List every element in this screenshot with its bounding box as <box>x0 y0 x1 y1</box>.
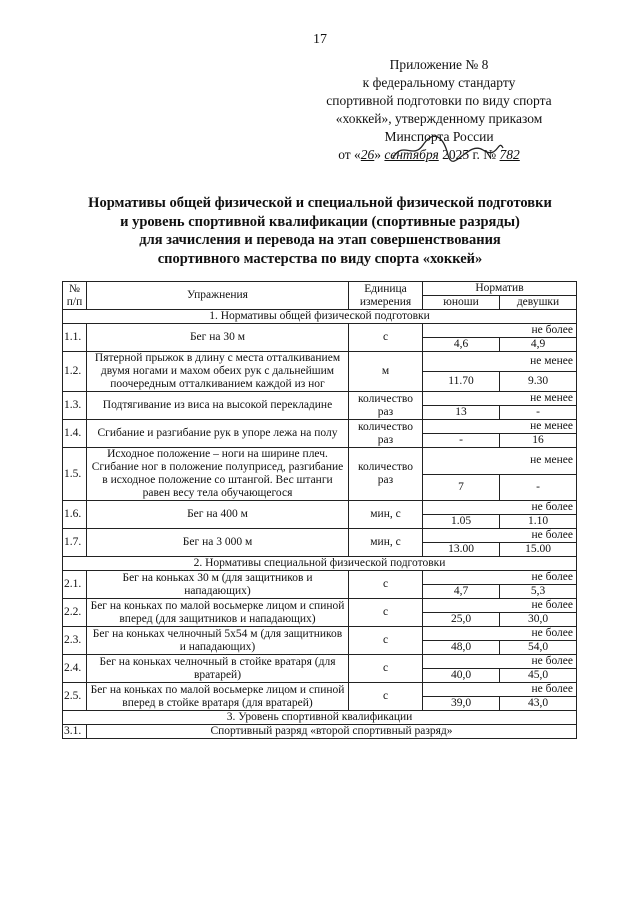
table-row <box>63 571 577 585</box>
row-exercise: Бег на коньках 30 м (для защитников и нападающих) <box>87 571 349 599</box>
row-unit: с <box>349 599 423 627</box>
row-number: 2.5. <box>63 683 87 711</box>
row-unit: с <box>349 571 423 599</box>
title-line: спортивного мастерства по виду спорта «хоккей» <box>157 250 483 267</box>
row-condition: не менее <box>423 352 577 372</box>
row-unit: мин, с <box>349 501 423 529</box>
title-line: Нормативы общей физической и специальной физической подготовки <box>88 195 552 211</box>
date-month: сентября <box>384 147 439 162</box>
table-body <box>63 310 577 739</box>
header-unit: Единица измерения <box>349 282 423 310</box>
norms-table <box>62 281 577 739</box>
row-number: 2.4. <box>63 655 87 683</box>
appendix-line: Приложение № 8 <box>389 57 489 72</box>
row-exercise: Бег на 400 м <box>87 501 349 529</box>
row-unit: с <box>349 683 423 711</box>
row-unit: количество раз <box>349 392 423 420</box>
table-row <box>63 683 577 697</box>
row-exercise: Спортивный разряд «второй спортивный разряд» <box>87 725 577 739</box>
row-exercise: Пятерной прыжок в длину с места отталкиванием двумя ногами и махом обеих рук с дальнейшим поочередным отталкиванием каждой из ног <box>87 352 349 392</box>
appendix-line: «хоккей», утвержденному приказом <box>335 111 543 126</box>
row-boys-value: 39,0 <box>423 697 500 711</box>
row-number: 1.6. <box>63 501 87 529</box>
page-number: 17 <box>313 32 327 47</box>
row-unit: мин, с <box>349 529 423 557</box>
date-mid: » <box>374 147 382 162</box>
row-number: 1.2. <box>63 352 87 392</box>
date-year: 2025 г. № <box>442 147 497 162</box>
row-condition: не более <box>423 571 577 585</box>
title-line: и уровень спортивной квалификации (спортивные разряды) <box>120 213 520 230</box>
row-exercise: Исходное положение – ноги на ширине плеч. Сгибание ног в положение полуприсед, разгибание в исходное положение со штангой. Вес штанги равен весу тела обучающегося <box>87 448 349 501</box>
table-row <box>63 392 577 406</box>
row-condition: не более <box>423 324 577 338</box>
row-girls-value: 16 <box>500 434 577 448</box>
row-exercise: Бег на коньках по малой восьмерке лицом и спиной вперед (для защитников и нападающих) <box>87 599 349 627</box>
order-number: 782 <box>499 147 520 162</box>
row-girls-value: - <box>500 406 577 420</box>
row-unit: м <box>349 352 423 392</box>
row-unit: с <box>349 324 423 352</box>
section-header-row <box>63 557 577 571</box>
header-girls: девушки <box>500 296 577 310</box>
document-title <box>60 194 580 268</box>
row-girls-value: 5,3 <box>500 585 577 599</box>
table-row <box>63 627 577 641</box>
appendix-line: спортивной подготовки по виду спорта <box>326 93 552 108</box>
row-condition: не более <box>423 501 577 515</box>
row-number: 1.5. <box>63 448 87 501</box>
table-row <box>63 725 577 739</box>
date-prefix: от « <box>338 147 361 162</box>
row-girls-value: 54,0 <box>500 641 577 655</box>
row-condition: не более <box>423 683 577 697</box>
header-boys: юноши <box>423 296 500 310</box>
row-boys-value: 40,0 <box>423 669 500 683</box>
row-boys-value: 25,0 <box>423 613 500 627</box>
table-row <box>63 501 577 515</box>
appendix-line: к федеральному стандарту <box>362 75 516 90</box>
row-exercise: Бег на коньках челночный в стойке вратаря (для вратарей) <box>87 655 349 683</box>
header-norm: Норматив <box>423 282 577 296</box>
handwritten-signature <box>388 130 508 166</box>
row-girls-value: - <box>500 474 577 501</box>
row-number: 2.1. <box>63 571 87 599</box>
section-title: 2. Нормативы специальной физической подготовки <box>63 557 577 571</box>
row-condition: не более <box>423 529 577 543</box>
table-row <box>63 529 577 543</box>
row-exercise: Бег на коньках челночный 5х54 м (для защитников и нападающих) <box>87 627 349 655</box>
row-boys-value: - <box>423 434 500 448</box>
row-number: 1.3. <box>63 392 87 420</box>
row-boys-value: 4,7 <box>423 585 500 599</box>
row-exercise: Подтягивание из виса на высокой перекладине <box>87 392 349 420</box>
appendix-line: Минспорта России <box>384 129 494 144</box>
row-exercise: Бег на 3 000 м <box>87 529 349 557</box>
table-row <box>63 420 577 434</box>
table-row <box>63 448 577 475</box>
row-condition: не более <box>423 655 577 669</box>
table-row <box>63 599 577 613</box>
row-condition: не более <box>423 599 577 613</box>
header-exercise: Упражнения <box>87 282 349 310</box>
row-unit: количество раз <box>349 420 423 448</box>
row-boys-value: 13.00 <box>423 543 500 557</box>
title-line: для зачисления и перевода на этап совершенствования <box>139 232 501 248</box>
date-day: 26 <box>360 147 375 162</box>
section-header-row <box>63 711 577 725</box>
row-girls-value: 15.00 <box>500 543 577 557</box>
row-number: 1.1. <box>63 324 87 352</box>
row-boys-value: 4,6 <box>423 338 500 352</box>
row-condition: не менее <box>423 420 577 434</box>
row-boys-value: 48,0 <box>423 641 500 655</box>
section-title: 1. Нормативы общей физической подготовки <box>63 310 577 324</box>
row-number: 2.2. <box>63 599 87 627</box>
row-unit: с <box>349 627 423 655</box>
row-unit: количество раз <box>349 448 423 501</box>
row-boys-value: 13 <box>423 406 500 420</box>
section-title: 3. Уровень спортивной квалификации <box>63 711 577 725</box>
header-num: № п/п <box>63 282 87 310</box>
row-number: 3.1. <box>63 725 87 739</box>
row-girls-value: 4,9 <box>500 338 577 352</box>
row-condition: не менее <box>423 392 577 406</box>
row-exercise: Сгибание и разгибание рук в упоре лежа на полу <box>87 420 349 448</box>
section-header-row <box>63 310 577 324</box>
row-girls-value: 1.10 <box>500 515 577 529</box>
row-number: 1.7. <box>63 529 87 557</box>
row-boys-value: 1.05 <box>423 515 500 529</box>
table-row <box>63 655 577 669</box>
row-number: 2.3. <box>63 627 87 655</box>
row-girls-value: 43,0 <box>500 697 577 711</box>
row-unit: с <box>349 655 423 683</box>
row-exercise: Бег на 30 м <box>87 324 349 352</box>
row-girls-value: 45,0 <box>500 669 577 683</box>
table-row <box>63 352 577 372</box>
row-boys-value: 7 <box>423 474 500 501</box>
row-number: 1.4. <box>63 420 87 448</box>
row-girls-value: 30,0 <box>500 613 577 627</box>
table-row <box>63 324 577 338</box>
row-exercise: Бег на коньках по малой восьмерке лицом и спиной вперед в стойке вратаря (для вратарей) <box>87 683 349 711</box>
row-boys-value: 11.70 <box>423 372 500 392</box>
row-condition: не менее <box>423 448 577 475</box>
row-condition: не более <box>423 627 577 641</box>
row-girls-value: 9.30 <box>500 372 577 392</box>
